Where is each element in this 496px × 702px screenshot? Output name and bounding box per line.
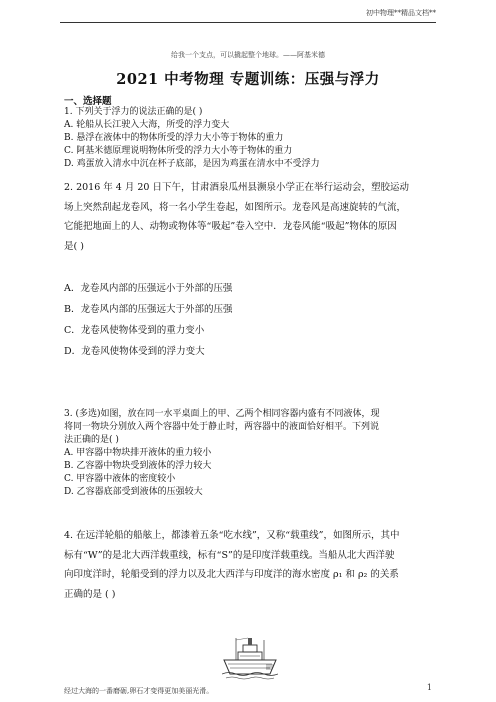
question-2-option-c: C．龙卷风使物体受到的重力变小 xyxy=(64,325,205,336)
question-2 xyxy=(64,178,409,256)
question-2-option-d: D．龙卷风使物体受到的浮力变大 xyxy=(64,346,205,357)
question-1 xyxy=(64,106,320,171)
section-heading: 一、选择题 xyxy=(64,96,112,107)
motto-quote: 给我一个支点，可以撬起整个地球。——阿基米德 xyxy=(171,51,325,59)
page-title: 2021 中考物理 专题训练：压强与浮力 xyxy=(116,71,380,88)
question-2-options xyxy=(64,282,232,358)
question-3-option-a: A. 甲容器中物块排开液体的重力较小 xyxy=(64,448,212,458)
question-3-stem-line: 将同一物块分别放入两个容器中处于静止时，两容器中的液面恰好相平。下列说 xyxy=(64,422,380,432)
question-3 xyxy=(64,408,379,499)
question-3-option-c: C. 甲容器中液体的密度较小 xyxy=(64,474,176,484)
question-4 xyxy=(64,526,400,604)
header-doc-label: 初中物理**精品文档** xyxy=(366,9,436,17)
question-1-option-b: B. 悬浮在液体中的物体所受的浮力大小等于物体的重力 xyxy=(64,133,284,143)
question-3-option-d: D. 乙容器底部受到液体的压强较大 xyxy=(64,487,203,497)
question-1-option-d: D. 鸡蛋放入清水中沉在杯子底部，是因为鸡蛋在清水中不受浮力 xyxy=(64,159,320,169)
question-2-stem-line: 2. 2016 年 4 月 20 日下午，甘肃酒泉瓜州县濒泉小学正在举行运动会，塑胶运动 xyxy=(64,182,409,193)
question-2-stem-line: 它能把地面上的人、动物或物体等“吸起”卷入空中．龙卷风能“吸起”物体的原因 xyxy=(64,221,397,232)
header-rule xyxy=(60,22,436,23)
question-1-option-c: C. 阿基米德原理说明物体所受的浮力大小等于物体的重力 xyxy=(64,146,293,156)
question-4-stem-line: 向印度洋时，轮船受到的浮力以及北大西洋与印度洋的海水密度 ρ₁ 和 ρ₂ 的关系 xyxy=(64,569,399,580)
page-number: 1 xyxy=(426,683,432,692)
ship-illustration xyxy=(222,634,278,680)
question-1-stem: 1. 下列关于浮力的说法正确的是( ) xyxy=(64,107,203,117)
question-2-stem-line: 是( ) xyxy=(64,240,84,252)
question-2-option-b: B．龙卷风内部的压强远大于外部的压强 xyxy=(64,304,233,315)
question-1-option-a: A. 轮船从长江驶入大海，所受的浮力变大 xyxy=(64,120,230,130)
question-4-stem-line: 4. 在远洋轮船的船舷上，都漆着五条“吃水线”，又称“载重线”，如图所示，其中 xyxy=(64,530,400,541)
question-2-stem-line: 场上突然刮起龙卷风，将一名小学生卷起，如图所示。龙卷风是高速旋转的气流， xyxy=(64,201,407,213)
footer-quote: 经过大海的一番磨砺,卵石才变得更加美丽光滑。 xyxy=(64,687,214,695)
question-3-stem-line: 法正确的是( ) xyxy=(64,435,119,445)
question-3-option-b: B. 乙容器中物块受到液体的浮力较大 xyxy=(64,461,212,471)
question-4-stem-line: 标有“W”的是北大西洋载重线，标有“S”的是印度洋载重线。当船从北大西洋驶 xyxy=(64,549,395,561)
question-4-stem-line: 正确的是 ( ) xyxy=(64,588,116,600)
question-3-stem-line: 3. (多选)如图，放在同一水平桌面上的甲、乙两个相同容器内盛有不同液体，现 xyxy=(64,409,380,419)
question-2-option-a: A．龙卷风内部的压强远小于外部的压强 xyxy=(64,283,233,294)
